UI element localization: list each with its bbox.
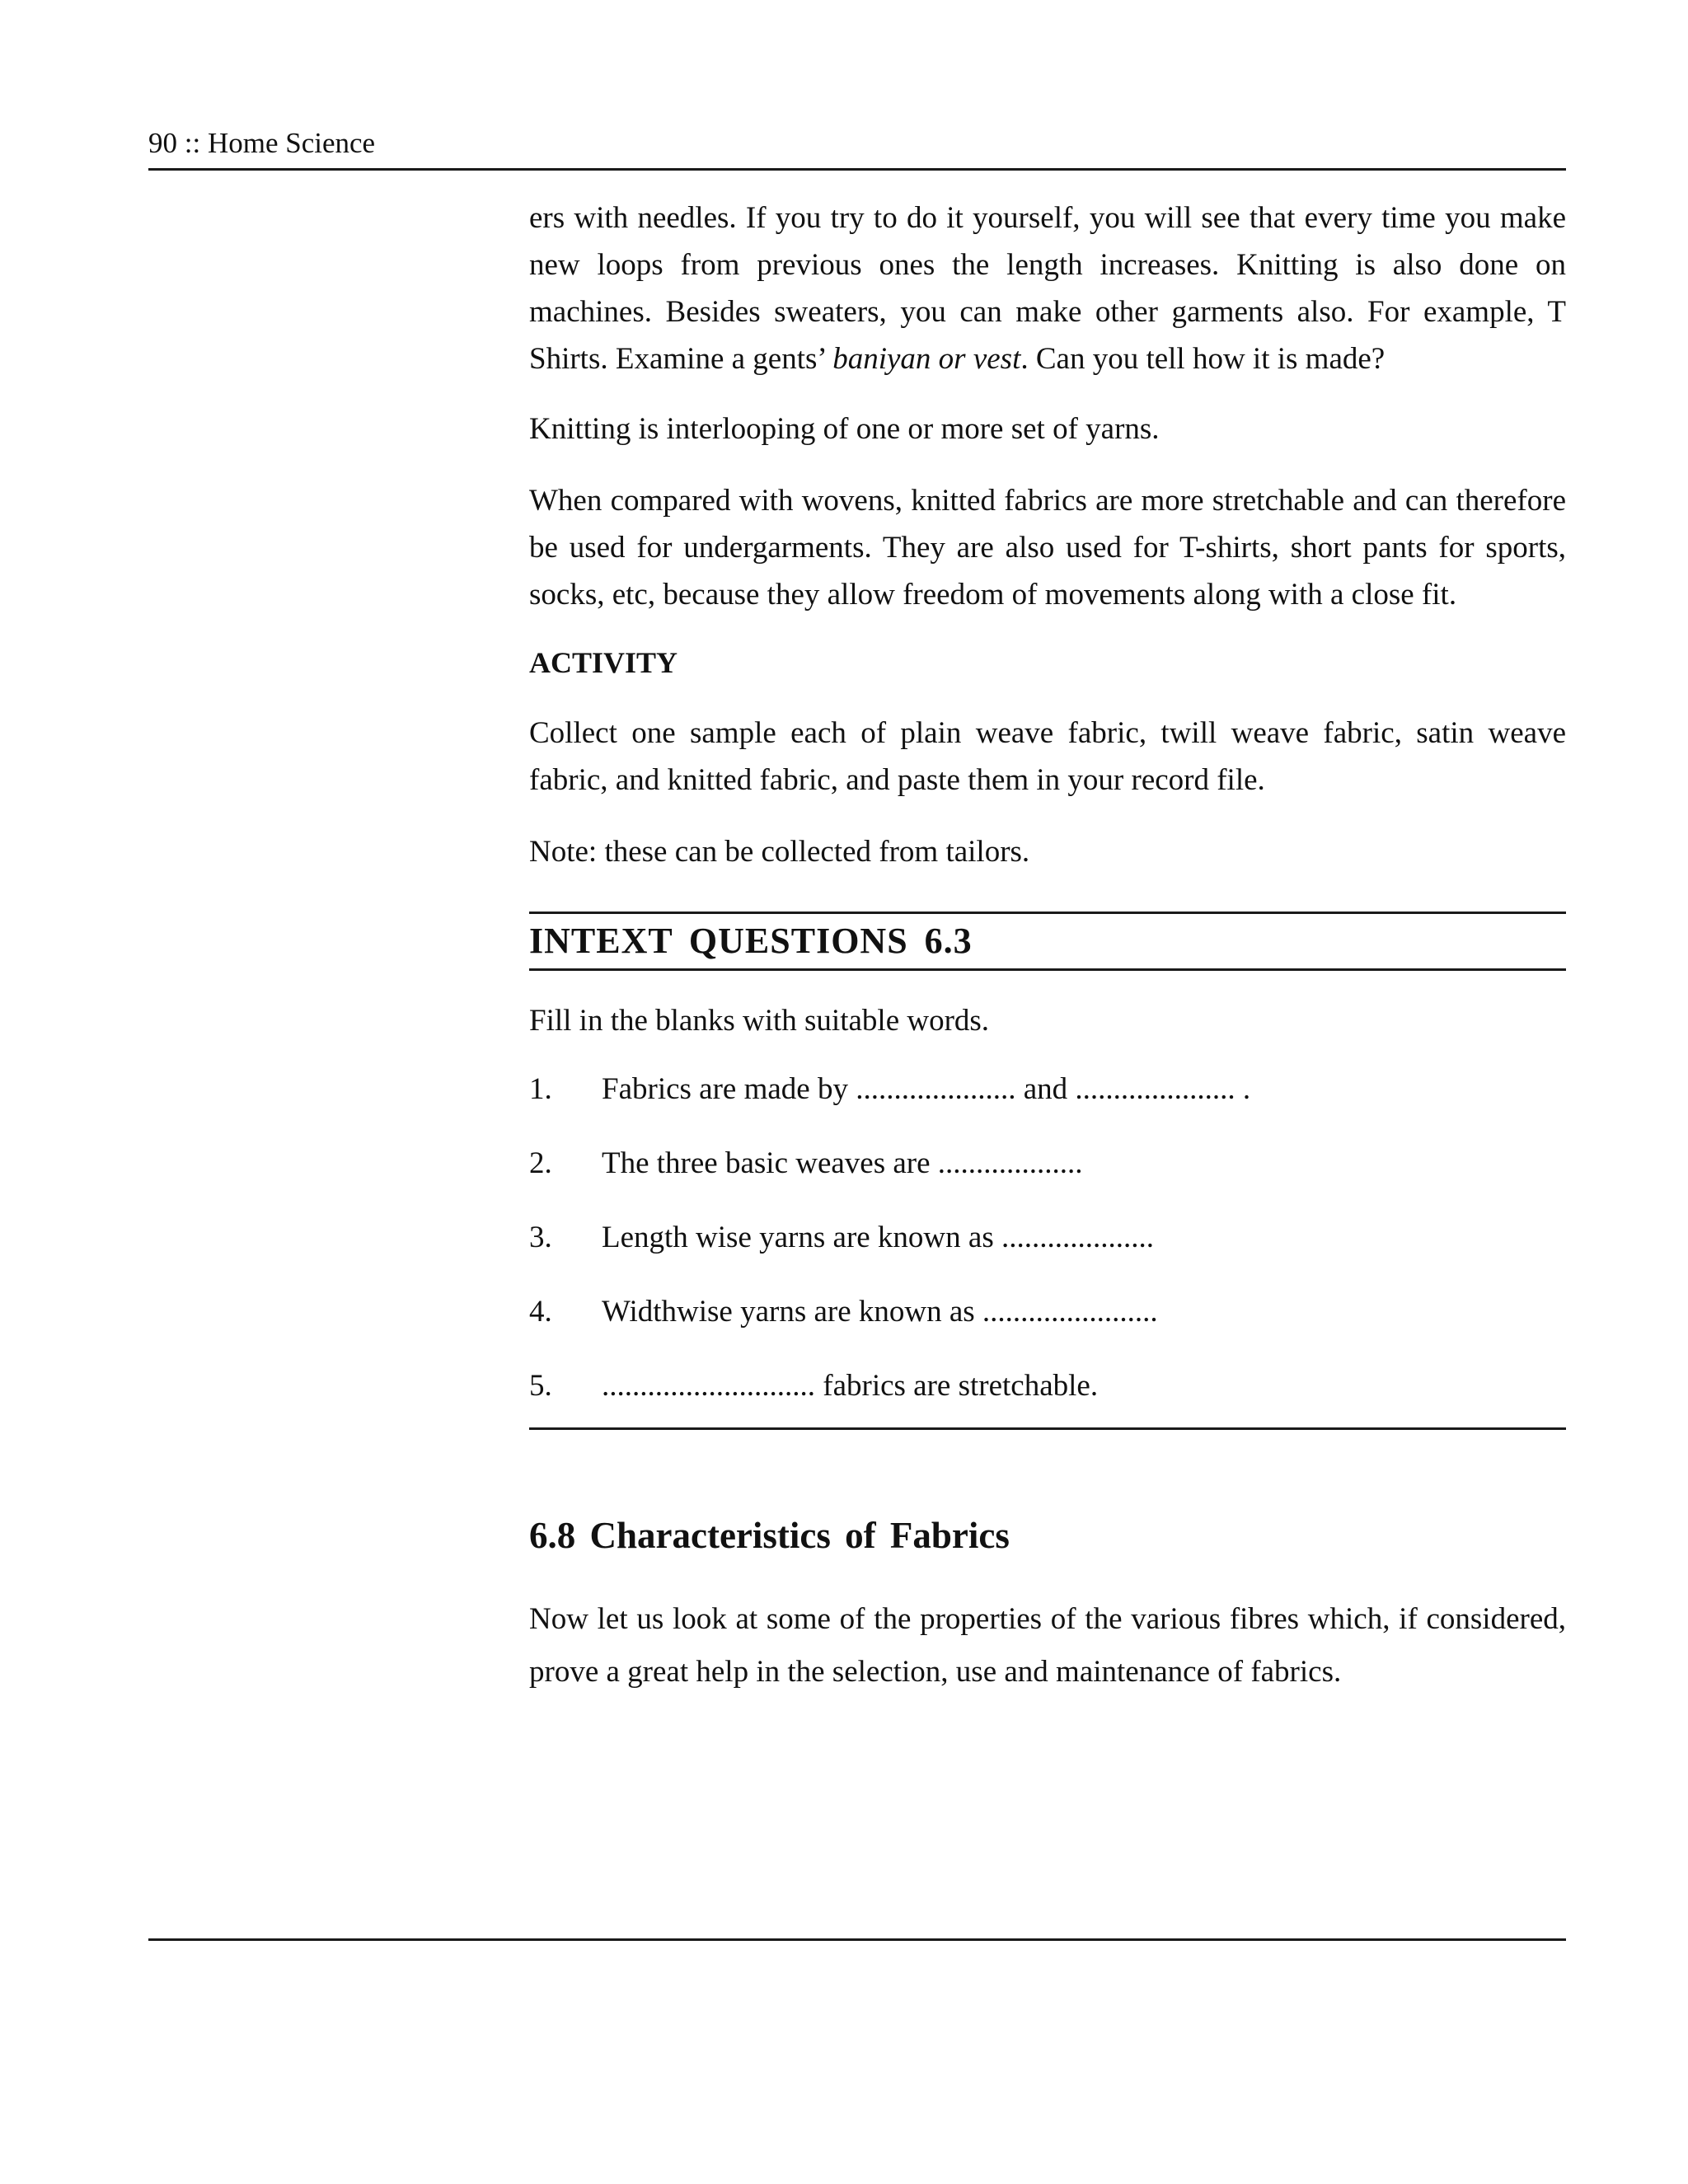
activity-text: Collect one sample each of plain weave fabric, twill weave fabric, satin weave fabric, and knitted fabric, and paste them in your record file.	[529, 716, 1566, 797]
footer-rule	[148, 1938, 1566, 1941]
question-item	[529, 1362, 1566, 1409]
question-number: 3.	[529, 1221, 552, 1254]
question-item	[529, 1288, 1566, 1335]
italic-baniyan-vest: baniyan or vest	[832, 342, 1021, 376]
section-heading: 6.8 Characteristics of Fabrics	[529, 1515, 1010, 1556]
questions-end-rule	[529, 1427, 1566, 1430]
question-item	[529, 1214, 1566, 1261]
question-number: 2.	[529, 1146, 552, 1180]
question-item	[529, 1140, 1566, 1187]
question-text: ............................ fabrics are stretchable.	[602, 1369, 1099, 1403]
question-text: Widthwise yarns are known as .......................	[602, 1295, 1158, 1329]
section-paragraph: Now let us look at some of the properties of the various fibres which, if considered, prove a great help in the selection, use and maintenance of fabrics.	[529, 1602, 1566, 1689]
running-header: 90 :: Home Science	[148, 127, 376, 159]
question-number: 5.	[529, 1369, 552, 1403]
paragraph-knitting-intro-text: ers with needles. If you try to do it yourself, you will see that every time you make new loops from previous ones the length increases. Knitting is also done on machines. Besides sweaters, you can make other garments also. For example, T Shirts. Examine a gents’	[529, 201, 1566, 376]
question-text: The three basic weaves are ...................	[602, 1146, 1083, 1180]
question-number: 1.	[529, 1072, 552, 1106]
activity-note: Note: these can be collected from tailors.	[529, 835, 1030, 869]
fill-instruction: Fill in the blanks with suitable words.	[529, 1004, 990, 1038]
paragraph-knitting-definition: Knitting is interlooping of one or more set of yarns.	[529, 412, 1160, 446]
activity-heading: ACTIVITY	[529, 646, 678, 679]
intext-questions-header	[529, 912, 1566, 971]
question-number: 4.	[529, 1295, 552, 1329]
paragraph-knitted-uses: When compared with wovens, knitted fabrics are more stretchable and can therefore be used for undergarments. They are also used for T-shirts, short pants for sports, socks, etc, because they allow freedom of movements along with a close fit.	[529, 484, 1566, 612]
question-list	[529, 1066, 1566, 1409]
intext-title: INTEXT QUESTIONS 6.3	[529, 921, 973, 961]
question-text: Fabrics are made by ..................... and ..................... .	[602, 1072, 1251, 1106]
question-item	[529, 1066, 1566, 1113]
paragraph-knitting-intro-end: . Can you tell how it is made?	[1020, 342, 1386, 376]
header-rule	[148, 168, 1566, 171]
paragraph-knitting-intro	[529, 194, 1566, 382]
question-text: Length wise yarns are known as ....................	[602, 1221, 1154, 1254]
main-content	[529, 194, 1566, 1699]
